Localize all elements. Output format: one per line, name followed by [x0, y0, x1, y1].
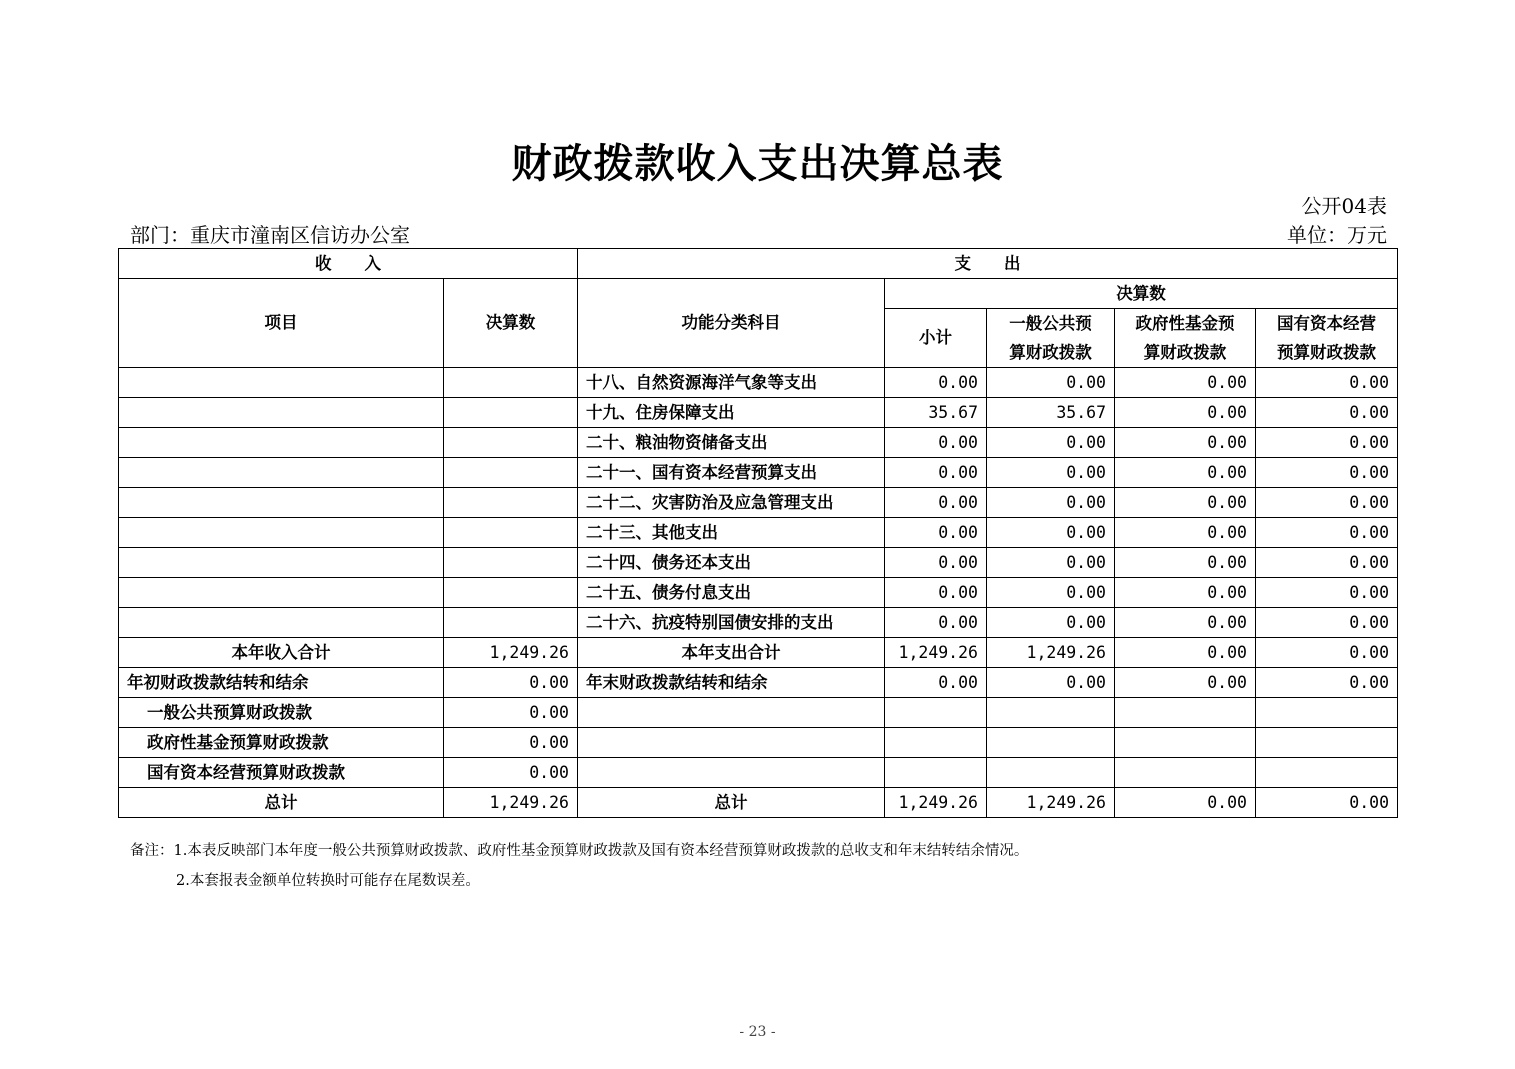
general-value: 0.00 [987, 578, 1115, 608]
fund-budget-header [1115, 309, 1256, 368]
table-row [119, 728, 1398, 758]
expense-item-name: 二十五、债务付息支出 [578, 578, 885, 608]
general-value: 35.67 [987, 398, 1115, 428]
sub-income-label: 一般公共预算财政拨款 [119, 698, 444, 728]
note-2: 2.本套报表金额单位转换时可能存在尾数误差。 [176, 873, 480, 889]
note-1: 备注：1.本表反映部门本年度一般公共预算财政拨款、政府性基金预算财政拨款及国有资本经营预算财政拨款的总收支和年末结转结余情况。 [130, 843, 1029, 859]
general-value: 0.00 [987, 368, 1115, 398]
grand-total-row [119, 788, 1398, 818]
fund-value: 0.00 [1115, 608, 1256, 638]
year-income-total-label: 本年收入合计 [119, 638, 444, 668]
general-value: 0.00 [987, 428, 1115, 458]
fund-budget-header-l1: 政府性基金预 [1135, 314, 1235, 333]
notes [130, 836, 1028, 896]
grand-expense-total-label: 总计 [578, 788, 885, 818]
general-value: 0.00 [987, 608, 1115, 638]
year-total-row [119, 638, 1398, 668]
subtotal-value: 1,249.26 [885, 788, 987, 818]
page-title: 财政拨款收入支出决算总表 [511, 141, 1004, 187]
table-row [119, 368, 1398, 398]
sub-income-label: 政府性基金预算财政拨款 [119, 728, 444, 758]
general-budget-header-l1: 一般公共预 [1009, 314, 1092, 333]
table-row [119, 698, 1398, 728]
subtotal-value: 0.00 [885, 368, 987, 398]
year-expense-total-label: 本年支出合计 [578, 638, 885, 668]
state-value: 0.00 [1256, 638, 1398, 668]
general-budget-header [987, 309, 1115, 368]
carry-in-label: 年初财政拨款结转和结余 [119, 668, 444, 698]
grand-income-total-label: 总计 [119, 788, 444, 818]
year-income-total-value: 1,249.26 [444, 638, 578, 668]
department-label: 部门：重庆市潼南区信访办公室 [130, 223, 410, 247]
expense-item-name: 二十六、抗疫特别国债安排的支出 [578, 608, 885, 638]
header-row-1 [119, 249, 1398, 279]
table-row [119, 488, 1398, 518]
general-value: 1,249.26 [987, 638, 1115, 668]
sub-income-label: 国有资本经营预算财政拨款 [119, 758, 444, 788]
expense-item-name: 二十二、灾害防治及应急管理支出 [578, 488, 885, 518]
grand-income-total-value: 1,249.26 [444, 788, 578, 818]
state-capital-header [1256, 309, 1398, 368]
state-value: 0.00 [1256, 428, 1398, 458]
fund-value: 0.00 [1115, 668, 1256, 698]
state-value: 0.00 [1256, 398, 1398, 428]
general-value: 1,249.26 [987, 788, 1115, 818]
fund-value: 0.00 [1115, 428, 1256, 458]
func-class-header: 功能分类科目 [578, 279, 885, 368]
general-value: 0.00 [987, 488, 1115, 518]
table-row [119, 758, 1398, 788]
budget-table [118, 248, 1398, 818]
page-number: - 23 - [739, 1024, 776, 1040]
state-capital-header-l2: 预算财政拨款 [1277, 343, 1377, 362]
final-amount-header: 决算数 [885, 279, 1398, 309]
state-value: 0.00 [1256, 788, 1398, 818]
subtotal-value: 0.00 [885, 548, 987, 578]
table-row [119, 608, 1398, 638]
fund-value: 0.00 [1115, 578, 1256, 608]
state-value: 0.00 [1256, 458, 1398, 488]
state-capital-header-l1: 国有资本经营 [1277, 314, 1377, 333]
expense-item-name: 二十三、其他支出 [578, 518, 885, 548]
table-row [119, 518, 1398, 548]
carry-over-row [119, 668, 1398, 698]
fund-value: 0.00 [1115, 518, 1256, 548]
fund-value: 0.00 [1115, 398, 1256, 428]
subtotal-value: 0.00 [885, 428, 987, 458]
sub-income-value: 0.00 [444, 728, 578, 758]
state-value: 0.00 [1256, 488, 1398, 518]
subtotal-value: 0.00 [885, 488, 987, 518]
carry-out-label: 年末财政拨款结转和结余 [578, 668, 885, 698]
subtotal-value: 0.00 [885, 458, 987, 488]
subtotal-value: 0.00 [885, 578, 987, 608]
state-value: 0.00 [1256, 608, 1398, 638]
expense-item-name: 二十一、国有资本经营预算支出 [578, 458, 885, 488]
expense-item-name: 二十四、债务还本支出 [578, 548, 885, 578]
general-budget-header-l2: 算财政拨款 [1009, 343, 1092, 362]
sub-income-value: 0.00 [444, 698, 578, 728]
unit-label: 单位：万元 [1287, 223, 1387, 247]
form-number: 公开04表 [1301, 194, 1387, 218]
expense-item-name: 二十、粮油物资储备支出 [578, 428, 885, 458]
state-value: 0.00 [1256, 518, 1398, 548]
carry-in-value: 0.00 [444, 668, 578, 698]
state-value: 0.00 [1256, 668, 1398, 698]
state-value: 0.00 [1256, 548, 1398, 578]
subtotal-value: 1,249.26 [885, 638, 987, 668]
state-value: 0.00 [1256, 578, 1398, 608]
table-row [119, 458, 1398, 488]
fund-value: 0.00 [1115, 638, 1256, 668]
expense-item-name: 十九、住房保障支出 [578, 398, 885, 428]
amount-header: 决算数 [444, 279, 578, 368]
table-row [119, 428, 1398, 458]
subtotal-value: 0.00 [885, 668, 987, 698]
expense-item-name: 十八、自然资源海洋气象等支出 [578, 368, 885, 398]
fund-budget-header-l2: 算财政拨款 [1143, 343, 1227, 362]
subtotal-value: 0.00 [885, 608, 987, 638]
subtotal-value: 35.67 [885, 398, 987, 428]
general-value: 0.00 [987, 548, 1115, 578]
subtotal-header: 小计 [885, 309, 987, 368]
table-row [119, 398, 1398, 428]
subtotal-value: 0.00 [885, 518, 987, 548]
state-value: 0.00 [1256, 368, 1398, 398]
general-value: 0.00 [987, 518, 1115, 548]
fund-value: 0.00 [1115, 788, 1256, 818]
income-header: 收 入 [119, 249, 578, 279]
fund-value: 0.00 [1115, 488, 1256, 518]
general-value: 0.00 [987, 458, 1115, 488]
general-value: 0.00 [987, 668, 1115, 698]
fund-value: 0.00 [1115, 458, 1256, 488]
sub-income-value: 0.00 [444, 758, 578, 788]
fund-value: 0.00 [1115, 368, 1256, 398]
header-row-2 [119, 279, 1398, 309]
table-row [119, 578, 1398, 608]
item-header: 项目 [119, 279, 444, 368]
table-row [119, 548, 1398, 578]
fund-value: 0.00 [1115, 548, 1256, 578]
expense-header: 支 出 [578, 249, 1398, 279]
